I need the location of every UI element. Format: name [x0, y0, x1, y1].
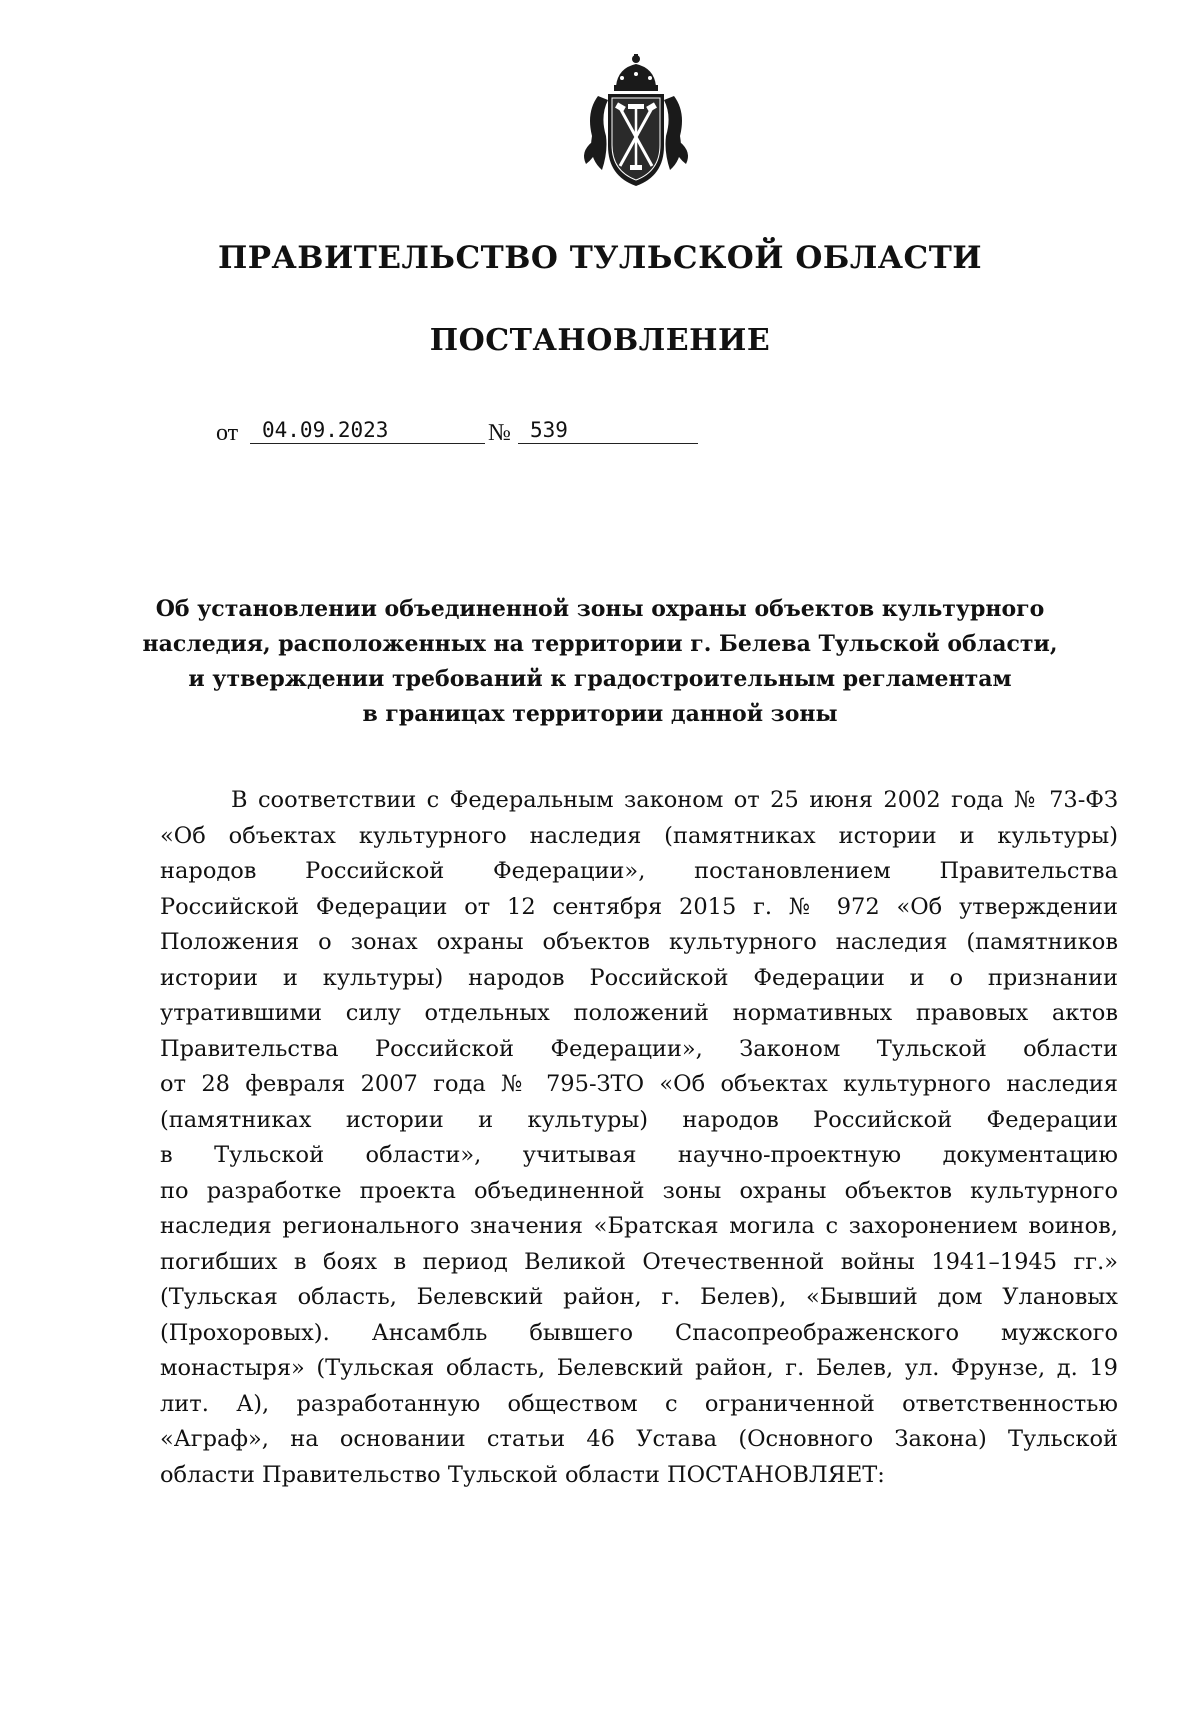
body-line: народов Российской Федерации», постановлением Правительства	[160, 858, 1118, 884]
body-line: утратившими силу отдельных положений нормативных правовых актов	[160, 1000, 1118, 1026]
body-paragraph	[160, 783, 1118, 1493]
body-line: (Тульская область, Белевский район, г. Белев), «Бывший дом Улановых	[160, 1284, 1118, 1310]
number-label: №	[488, 420, 511, 446]
document-type: ПОСТАНОВЛЕНИЕ	[429, 323, 771, 358]
subject-line: в границах территории данной зоны	[362, 701, 838, 727]
date-number-line	[216, 416, 716, 448]
org-title: ПРАВИТЕЛЬСТВО ТУЛЬСКОЙ ОБЛАСТИ	[217, 240, 983, 276]
tula-coat-of-arms-icon	[578, 52, 694, 192]
subject-line: Об установлении объединенной зоны охраны объектов культурного	[155, 596, 1045, 622]
date-label: от	[216, 420, 239, 446]
body-line: «Аграф», на основании статьи 46 Устава (Основного Закона) Тульской	[160, 1426, 1118, 1452]
body-line: Российской Федерации от 12 сентября 2015 г. № 972 «Об утверждении	[160, 893, 1118, 920]
body-line: (памятниках истории и культуры) народов Российской Федерации	[160, 1106, 1118, 1133]
body-line: «Об объектах культурного наследия (памятниках истории и культуры)	[160, 822, 1118, 849]
body-line: Правительства Российской Федерации», Законом Тульской области	[160, 1035, 1118, 1062]
subject-line: наследия, расположенных на территории г. Белева Тульской области,	[142, 631, 1058, 657]
body-line: наследия регионального значения «Братская могила с захоронением воинов,	[160, 1213, 1118, 1239]
body-line: от 28 февраля 2007 года № 795-ЗТО «Об объектах культурного наследия	[160, 1071, 1118, 1097]
body-line: погибших в боях в период Великой Отечественной войны 1941–1945 гг.»	[160, 1248, 1118, 1275]
body-line: по разработке проекта объединенной зоны охраны объектов культурного	[160, 1177, 1118, 1204]
document-subject	[140, 592, 1060, 732]
subject-line: и утверждении требований к градостроительным регламентам	[188, 666, 1012, 692]
body-line: (Прохоровых). Ансамбль бывшего Спасопреображенского мужского	[160, 1319, 1118, 1346]
body-line: в Тульской области», учитывая научно-проектную документацию	[160, 1142, 1118, 1168]
document-date: 04.09.2023	[250, 416, 485, 444]
document-number: 539	[518, 416, 698, 444]
body-line: области Правительство Тульской области ПОСТАНОВЛЯЕТ:	[160, 1461, 885, 1488]
body-line: истории и культуры) народов Российской Федерации и о признании	[160, 964, 1118, 991]
body-line: лит. А), разработанную обществом с ограниченной ответственностью	[160, 1390, 1118, 1417]
body-line: Положения о зонах охраны объектов культурного наследия (памятников	[160, 929, 1118, 955]
body-line: В соответствии с Федеральным законом от 25 июня 2002 года № 73-ФЗ	[231, 787, 1118, 813]
body-line: монастыря» (Тульская область, Белевский район, г. Белев, ул. Фрунзе, д. 19	[160, 1355, 1118, 1381]
